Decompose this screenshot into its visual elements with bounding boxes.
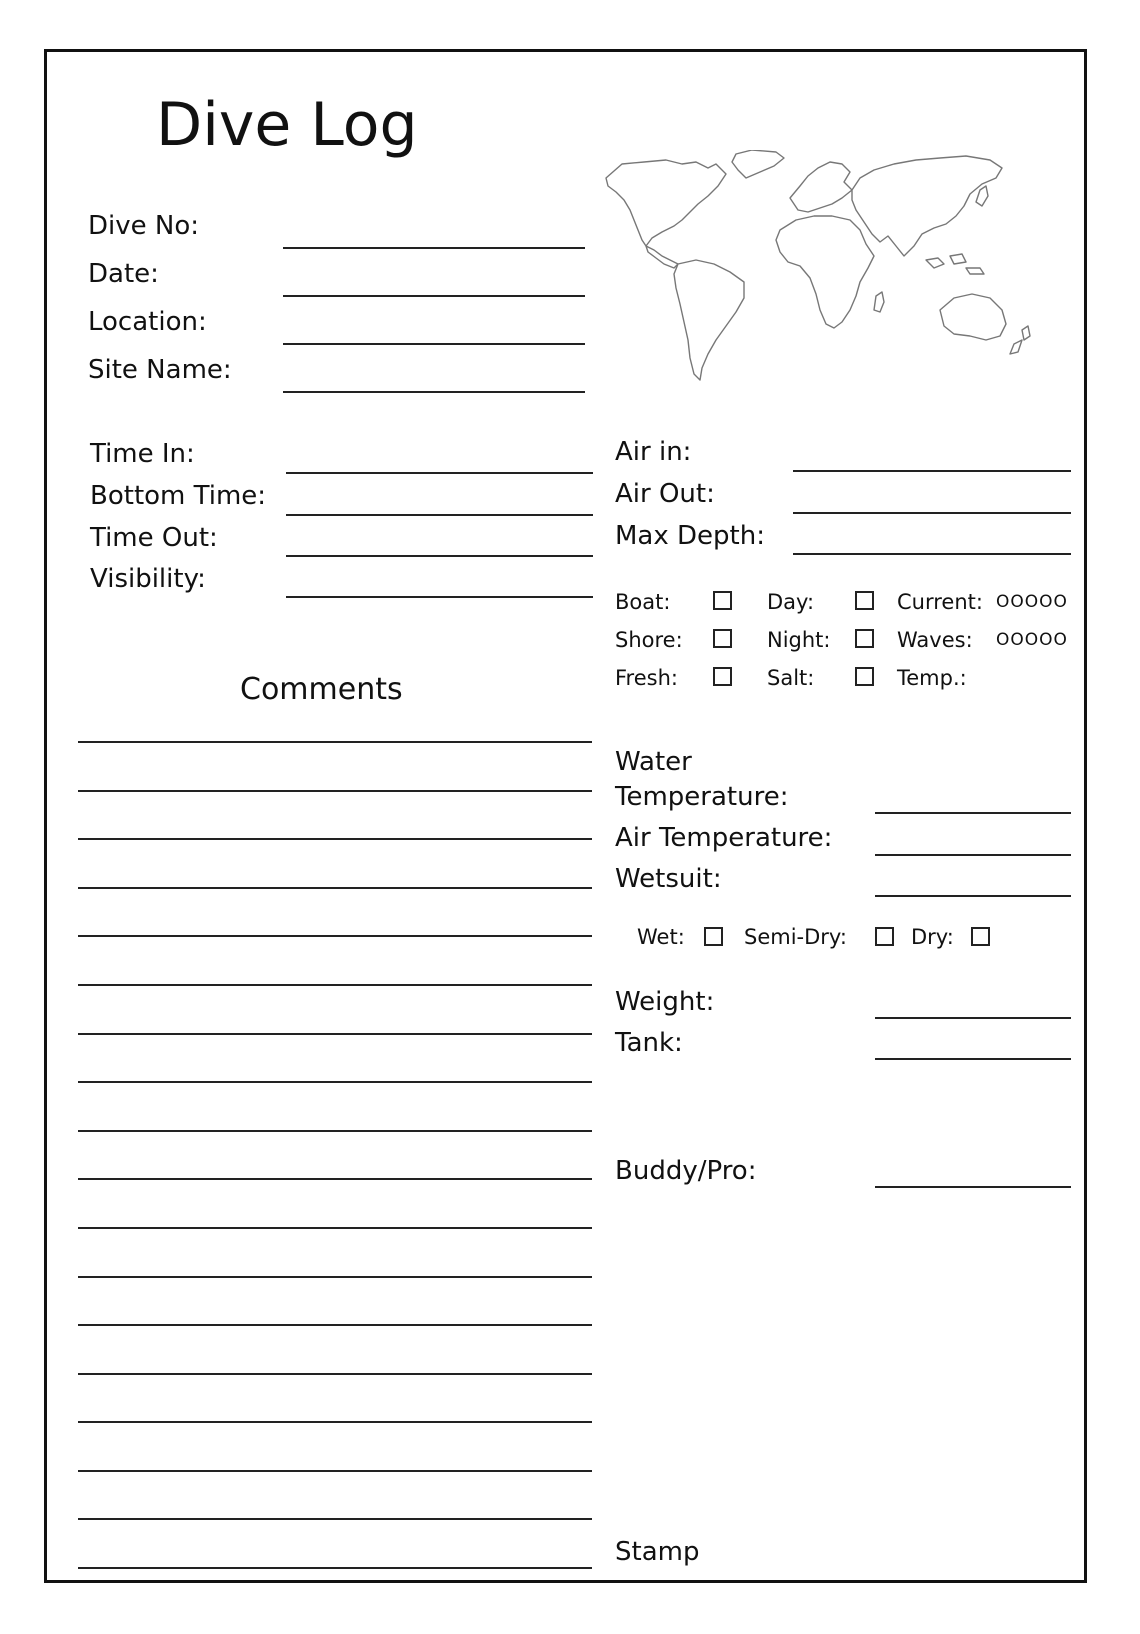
time-in-label: Time In: bbox=[90, 439, 195, 469]
visibility-input-line[interactable] bbox=[286, 596, 593, 598]
max-depth-input-line[interactable] bbox=[793, 553, 1071, 555]
semi-dry-label: Semi-Dry: bbox=[744, 925, 847, 949]
stamp-label: Stamp bbox=[615, 1537, 700, 1567]
time-out-input-line[interactable] bbox=[286, 555, 593, 557]
fresh-checkbox[interactable] bbox=[713, 667, 732, 686]
semi-dry-checkbox[interactable] bbox=[875, 927, 894, 946]
salt-label: Salt: bbox=[767, 666, 815, 690]
comment-line[interactable] bbox=[78, 1276, 592, 1278]
day-label: Day: bbox=[767, 590, 815, 614]
night-label: Night: bbox=[767, 628, 831, 652]
comment-line[interactable] bbox=[78, 741, 592, 743]
comment-line[interactable] bbox=[78, 1518, 592, 1520]
wetsuit-label: Wetsuit: bbox=[615, 864, 722, 894]
date-input-line[interactable] bbox=[283, 295, 585, 297]
waves-label: Waves: bbox=[897, 628, 973, 652]
fresh-label: Fresh: bbox=[615, 666, 678, 690]
water-temperature-label-line2: Temperature: bbox=[615, 782, 789, 812]
air-in-label: Air in: bbox=[615, 437, 692, 467]
waves-rating-circles[interactable]: OOOOO bbox=[996, 630, 1068, 650]
comment-line[interactable] bbox=[78, 1373, 592, 1375]
current-label: Current: bbox=[897, 590, 983, 614]
comment-line[interactable] bbox=[78, 1227, 592, 1229]
site-name-input-line[interactable] bbox=[283, 391, 585, 393]
air-out-label: Air Out: bbox=[615, 479, 715, 509]
tank-label: Tank: bbox=[615, 1028, 683, 1058]
weight-input-line[interactable] bbox=[875, 1017, 1071, 1019]
time-in-input-line[interactable] bbox=[286, 472, 593, 474]
max-depth-label: Max Depth: bbox=[615, 521, 765, 551]
comment-line[interactable] bbox=[78, 1033, 592, 1035]
dry-label: Dry: bbox=[911, 925, 954, 949]
buddy-pro-label: Buddy/Pro: bbox=[615, 1156, 757, 1186]
dry-checkbox[interactable] bbox=[971, 927, 990, 946]
comment-line[interactable] bbox=[78, 935, 592, 937]
buddy-pro-input-line[interactable] bbox=[875, 1186, 1071, 1188]
world-map-outline-icon bbox=[604, 150, 1054, 382]
time-out-label: Time Out: bbox=[90, 523, 218, 553]
bottom-time-input-line[interactable] bbox=[286, 514, 593, 516]
water-temperature-input-line[interactable] bbox=[875, 812, 1071, 814]
comment-line[interactable] bbox=[78, 1081, 592, 1083]
night-checkbox[interactable] bbox=[855, 629, 874, 648]
page-title: Dive Log bbox=[156, 90, 418, 160]
tank-input-line[interactable] bbox=[875, 1058, 1071, 1060]
shore-checkbox[interactable] bbox=[713, 629, 732, 648]
day-checkbox[interactable] bbox=[855, 591, 874, 610]
comment-line[interactable] bbox=[78, 1130, 592, 1132]
salt-checkbox[interactable] bbox=[855, 667, 874, 686]
comment-line[interactable] bbox=[78, 1567, 592, 1569]
wet-checkbox[interactable] bbox=[704, 927, 723, 946]
comment-line[interactable] bbox=[78, 1421, 592, 1423]
air-out-input-line[interactable] bbox=[793, 512, 1071, 514]
wetsuit-input-line[interactable] bbox=[875, 895, 1071, 897]
site-name-label: Site Name: bbox=[88, 355, 232, 385]
boat-checkbox[interactable] bbox=[713, 591, 732, 610]
air-in-input-line[interactable] bbox=[793, 470, 1071, 472]
location-input-line[interactable] bbox=[283, 343, 585, 345]
location-label: Location: bbox=[88, 307, 207, 337]
comment-line[interactable] bbox=[78, 887, 592, 889]
comment-line[interactable] bbox=[78, 984, 592, 986]
air-temperature-input-line[interactable] bbox=[875, 854, 1071, 856]
dive-no-label: Dive No: bbox=[88, 211, 200, 241]
current-rating-circles[interactable]: OOOOO bbox=[996, 592, 1068, 612]
date-label: Date: bbox=[88, 259, 159, 289]
comment-line[interactable] bbox=[78, 1178, 592, 1180]
dive-no-input-line[interactable] bbox=[283, 247, 585, 249]
comment-line[interactable] bbox=[78, 790, 592, 792]
visibility-label: Visibility: bbox=[90, 564, 206, 594]
water-temperature-label-line1: Water bbox=[615, 747, 692, 777]
temp-label: Temp.: bbox=[897, 666, 967, 690]
comment-line[interactable] bbox=[78, 1470, 592, 1472]
comment-line[interactable] bbox=[78, 1324, 592, 1326]
comment-line[interactable] bbox=[78, 838, 592, 840]
wet-label: Wet: bbox=[637, 925, 685, 949]
shore-label: Shore: bbox=[615, 628, 683, 652]
boat-label: Boat: bbox=[615, 590, 671, 614]
comments-heading: Comments bbox=[240, 672, 403, 707]
weight-label: Weight: bbox=[615, 987, 715, 1017]
bottom-time-label: Bottom Time: bbox=[90, 481, 267, 511]
air-temperature-label: Air Temperature: bbox=[615, 823, 833, 853]
